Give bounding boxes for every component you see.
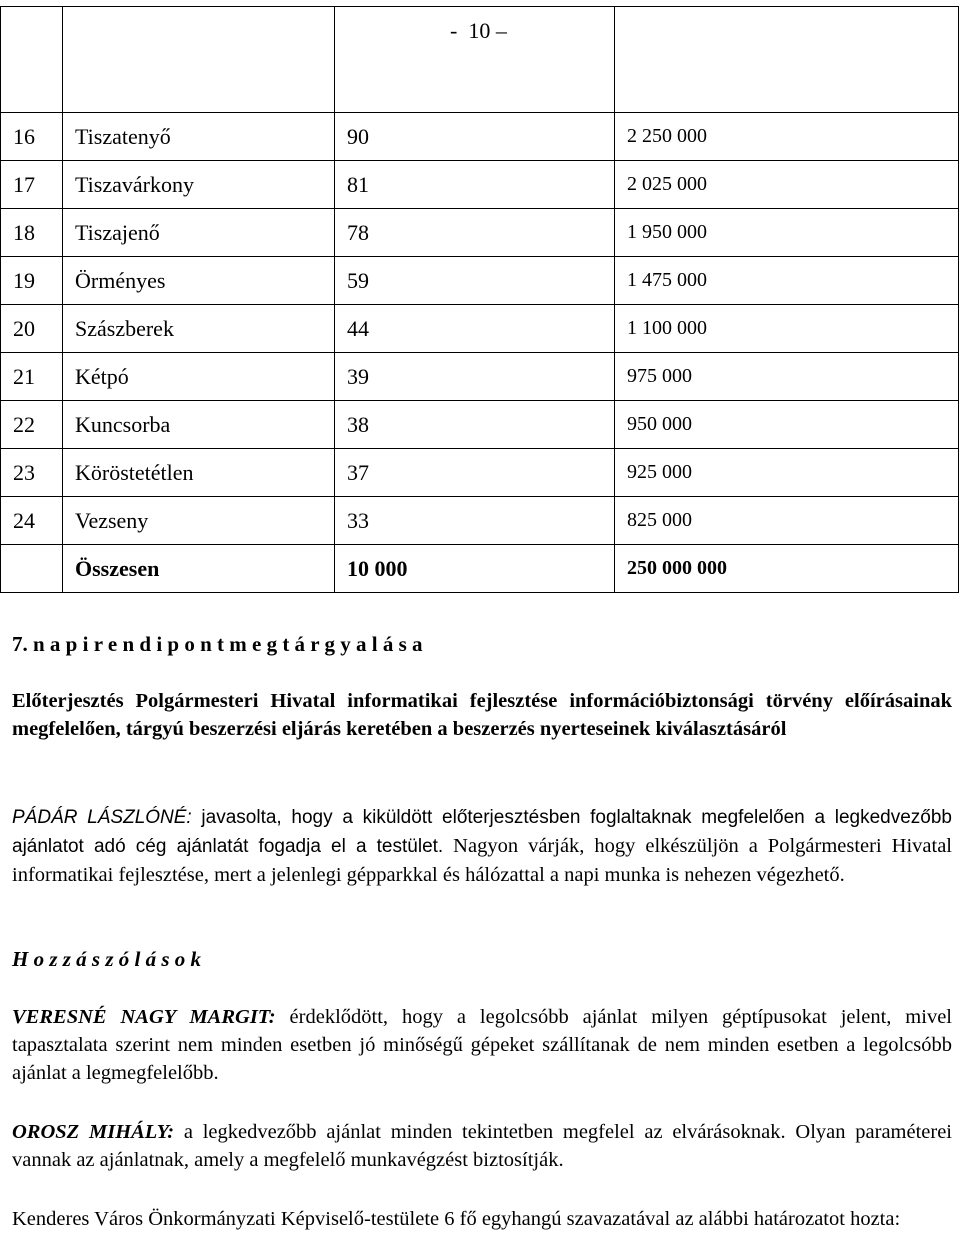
row-amount: 825 000	[615, 497, 959, 545]
proposal-heading: Előterjesztés Polgármesteri Hivatal informatikai fejlesztése információbiztonsági törvény előírásainak megfelelően, tárgyú beszerzési eljárás keretében a beszerzés nyerteseinek kiválasztásáról	[12, 690, 952, 740]
row-count: 59	[335, 257, 615, 305]
table-row	[1, 113, 959, 161]
table-row	[1, 257, 959, 305]
orosz-text: a legkedvezőbb ajánlat minden tekintetben megfelel az elvárásoknak. Olyan paraméterei vannak az ajánlatnak, amely a megfelelő munkavégzést biztosítják.	[12, 1121, 952, 1171]
total-label: Összesen	[63, 545, 335, 593]
table-row	[1, 161, 959, 209]
table-total-row	[1, 545, 959, 593]
row-number: 17	[1, 161, 63, 209]
table-row	[1, 305, 959, 353]
table-row	[1, 401, 959, 449]
page-number: - 10 –	[450, 18, 507, 43]
row-count: 39	[335, 353, 615, 401]
table-row	[1, 353, 959, 401]
paragraph-resolution: Kenderes Város Önkormányzati Képviselő-testülete 6 fő egyhangú szavazatával az alábbi határozatot hozta:	[12, 1208, 901, 1230]
row-number: 22	[1, 401, 63, 449]
row-name: Kétpó	[63, 353, 335, 401]
row-amount: 1 950 000	[615, 209, 959, 257]
row-count: 38	[335, 401, 615, 449]
row-count: 33	[335, 497, 615, 545]
row-number: 16	[1, 113, 63, 161]
row-number: 23	[1, 449, 63, 497]
speaker-padar: PÁDÁR LÁSZLÓNÉ:	[12, 807, 192, 828]
row-amount: 975 000	[615, 353, 959, 401]
total-count: 10 000	[335, 545, 615, 593]
row-number: 21	[1, 353, 63, 401]
row-number: 24	[1, 497, 63, 545]
row-count: 90	[335, 113, 615, 161]
row-name: Tiszajenő	[63, 209, 335, 257]
total-amount: 250 000 000	[615, 545, 959, 593]
comments-title: H o z z á s z ó l á s o k	[12, 947, 202, 971]
row-number: 18	[1, 209, 63, 257]
row-number: 20	[1, 305, 63, 353]
row-amount: 950 000	[615, 401, 959, 449]
padar-text: javasolta, hogy a kiküldött előterjesztésben foglaltaknak megfelelően a legkedvezőbb ajánlatot adó cég ajánlatát fogadja el a testület.	[12, 807, 952, 857]
paragraph-padar	[12, 803, 952, 889]
speaker-orosz: OROSZ MIHÁLY:	[12, 1121, 175, 1143]
table-row	[1, 209, 959, 257]
paragraph-orosz	[12, 1118, 952, 1174]
row-name: Vezseny	[63, 497, 335, 545]
row-name: Kuncsorba	[63, 401, 335, 449]
speaker-veresne: VERESNÉ NAGY MARGIT:	[12, 1006, 276, 1028]
row-name: Köröstetétlen	[63, 449, 335, 497]
row-count: 37	[335, 449, 615, 497]
paragraph-veresne	[12, 1003, 952, 1087]
row-number: 19	[1, 257, 63, 305]
table-row	[1, 497, 959, 545]
row-name: Tiszatenyő	[63, 113, 335, 161]
row-name: Örményes	[63, 257, 335, 305]
row-amount: 1 100 000	[615, 305, 959, 353]
row-amount: 925 000	[615, 449, 959, 497]
row-count: 78	[335, 209, 615, 257]
padar-text2: Nagyon várják, hogy elkészüljön a Polgármesteri Hivatal informatikai fejlesztése, mert a jelenlegi gépparkkal és hálózattal a napi munka is nehezen végezhető.	[12, 835, 952, 886]
row-count: 44	[335, 305, 615, 353]
row-count: 81	[335, 161, 615, 209]
section-title: 7. n a p i r e n d i p o n t m e g t á r g y a l á s a	[12, 632, 423, 656]
data-table	[0, 6, 959, 593]
row-name: Szászberek	[63, 305, 335, 353]
veresne-text: érdeklődött, hogy a legolcsóbb ajánlat milyen géptípusokat jelent, mivel tapasztalata szerint nem minden esetben jó minőségű gépeket szállítanak de nem minden esetben a legolcsóbb ajánlat a legmegfelelőbb.	[12, 1006, 952, 1084]
row-name: Tiszavárkony	[63, 161, 335, 209]
row-amount: 1 475 000	[615, 257, 959, 305]
table-row	[1, 449, 959, 497]
row-amount: 2 025 000	[615, 161, 959, 209]
row-amount: 2 250 000	[615, 113, 959, 161]
